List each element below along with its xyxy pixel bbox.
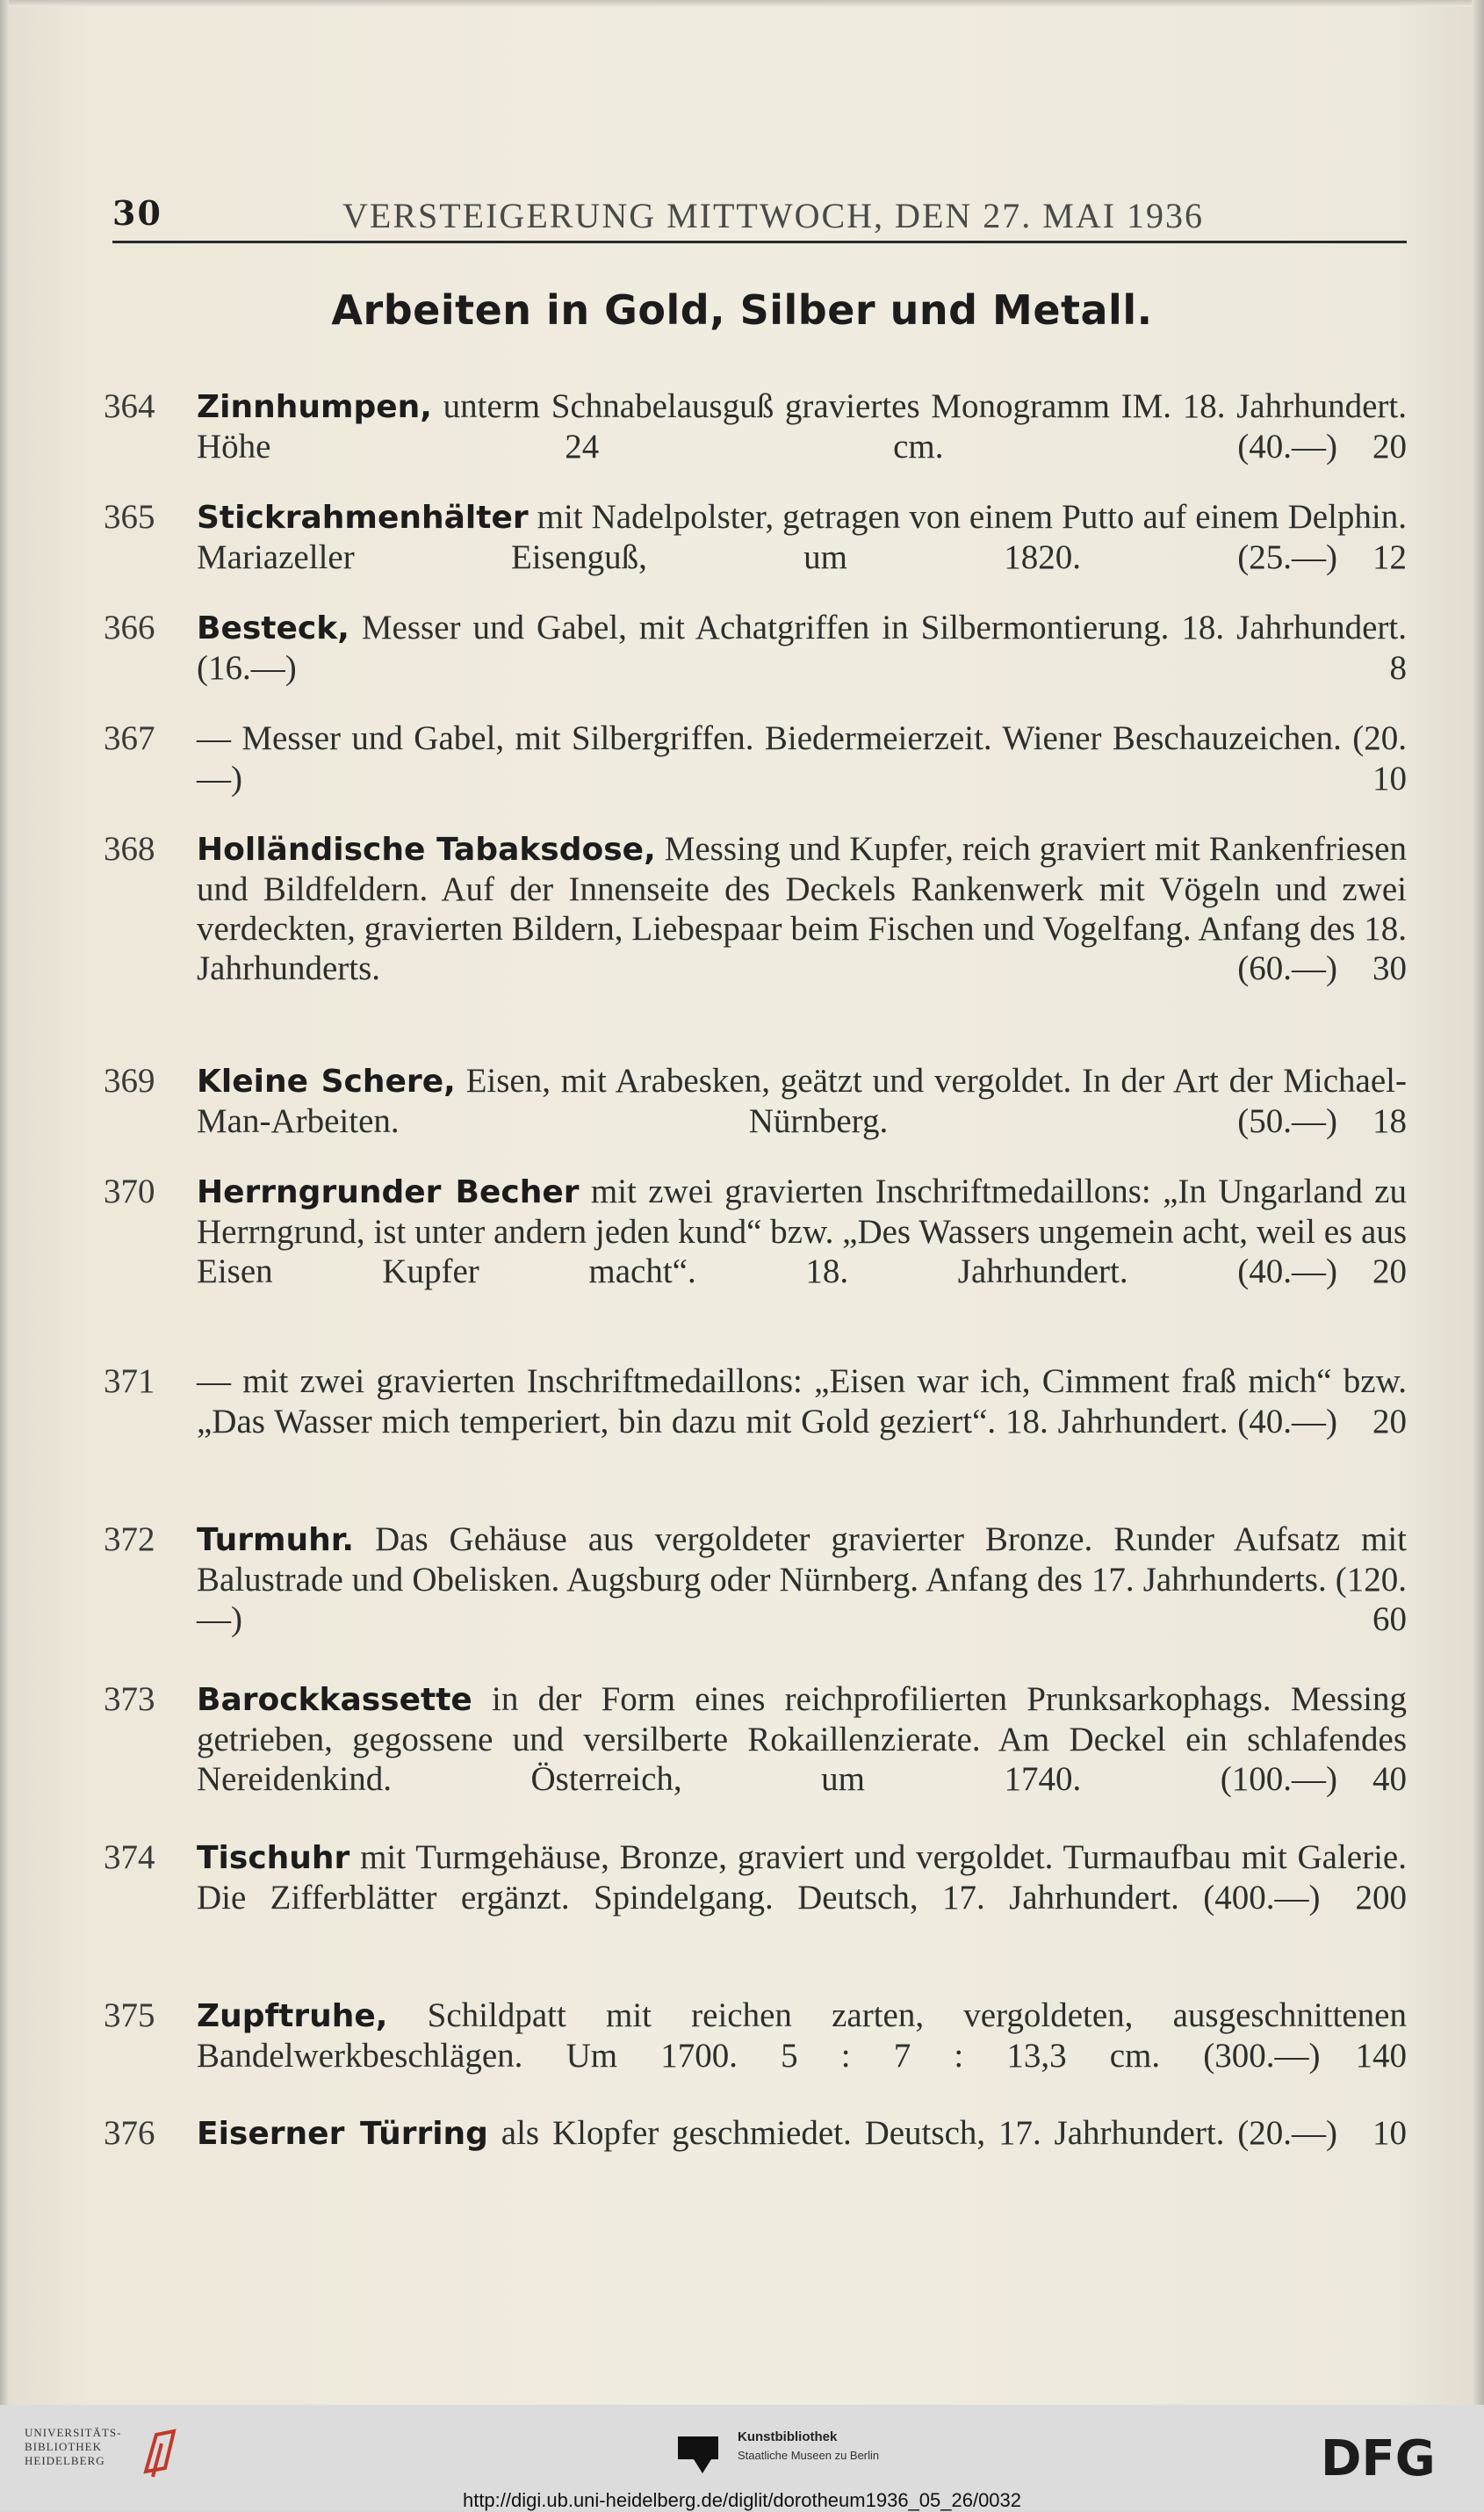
entry-description — [197, 1361, 1407, 1441]
entry-price: 12 — [1372, 538, 1407, 576]
entry-price: 20 — [1372, 428, 1407, 466]
entry-text: in der Form eines reichprofilierten Prunksarkophags. Messing getrieben, gegossene und versilberte Rokaillenzierate. Am Deckel ein schlafendes Nereidenkind. Österreich, um 1740. (100.—) — [197, 1680, 1407, 1798]
page-edge-right — [1472, 0, 1484, 2405]
lot-number: 376 — [104, 2114, 155, 2152]
entry-text: Messer und Gabel, mit Achatgriffen in Silbermontierung. 18. Jahrhundert. (16.—) — [197, 609, 1407, 687]
entry-title: Herrngrunder Becher — [197, 1174, 580, 1210]
entry-text: unterm Schnabelausguß graviertes Monogramm IM. 18. Jahrhundert. Höhe 24 cm. (40.—) — [197, 387, 1407, 466]
lot-number: 369 — [104, 1062, 155, 1100]
entry-price: 30 — [1372, 949, 1407, 987]
lot-number: 368 — [104, 830, 155, 868]
entry-description — [197, 497, 1407, 577]
entry-description — [197, 1061, 1407, 1141]
running-head: VERSTEIGERUNG MITTWOCH, DEN 27. MAI 1936 — [342, 196, 1205, 235]
entry-title: Zupftruhe, — [197, 1998, 388, 2034]
lot-number: 372 — [104, 1520, 155, 1558]
page-number: 30 — [112, 193, 162, 233]
dfg-logo-text: DFG — [1321, 2431, 1436, 2484]
lot-number: 366 — [104, 609, 155, 646]
entry-title: Tischuhr — [197, 1840, 350, 1876]
section-title: Arbeiten in Gold, Silber und Metall. — [331, 286, 1153, 334]
university-library-logo[interactable] — [25, 2426, 191, 2487]
entry-text: Das Gehäuse aus vergoldeter gravierter Bronze. Runder Aufsatz mit Balustrade und Obelisken. Augsburg oder Nürnberg. Anfang des 17. Jahrhunderts. (120.—) — [197, 1520, 1407, 1638]
entry-text: mit Turmgehäuse, Bronze, graviert und vergoldet. Turmaufbau mit Galerie. Die Zifferblätter ergänzt. Spindelgang. Deutsch, 17. Jahrhundert. (400.—) — [197, 1838, 1407, 1916]
lot-number: 373 — [104, 1680, 155, 1718]
university-logo-text: UNIVERSITÄTS- BIBLIOTHEK HEIDELBERG — [25, 2426, 122, 2467]
entry-price: 10 — [1372, 760, 1407, 798]
entry-description — [197, 1996, 1407, 2075]
entry-title: Turmuhr. — [197, 1522, 355, 1558]
entry-description — [197, 386, 1407, 466]
kunstbibliothek-emblem-icon — [676, 2429, 722, 2475]
entry-price: 10 — [1372, 2114, 1407, 2152]
entry-price: 60 — [1372, 1600, 1407, 1638]
entry-description — [197, 1172, 1407, 1291]
lot-number: 371 — [104, 1362, 155, 1400]
library-emblem-icon — [130, 2426, 191, 2487]
page-edge-top — [0, 0, 1484, 7]
entry-text: mit zwei gravierten Inschriftmedaillons: „In Ungarland zu Herrngrund, ist unter andern jeden kund“ bzw. „Des Wassers ungemein acht, weil es aus Eisen Kupfer macht“. 18. Jahrhundert. (40.—) — [197, 1173, 1407, 1290]
entry-description — [197, 829, 1407, 988]
entry-price: 40 — [1372, 1760, 1407, 1798]
entry-title: Holländische Tabaksdose, — [197, 832, 656, 868]
lot-number: 364 — [104, 387, 155, 425]
entry-title: Zinnhumpen, — [197, 389, 432, 425]
entry-price: 200 — [1355, 1879, 1407, 1916]
lot-number: 365 — [104, 498, 155, 536]
entry-title: Eiserner Türring — [197, 2116, 488, 2152]
entry-description — [197, 1679, 1407, 1799]
kunstbibliothek-name: Kunstbibliothek — [738, 2429, 838, 2444]
kunstbibliothek-subtitle: Staatliche Museen zu Berlin — [738, 2449, 880, 2462]
page-edge-left — [0, 0, 9, 2405]
entry-price: 20 — [1372, 1403, 1407, 1440]
entry-description — [197, 2113, 1407, 2154]
entry-text: mit Nadelpolster, getragen von einem Putto auf einem Delphin. Mariazeller Eisenguß, um 1820. (25.—) — [197, 498, 1407, 576]
entry-title: Kleine Schere, — [197, 1064, 456, 1100]
entry-price: 8 — [1389, 649, 1407, 687]
entry-title: Barockkassette — [197, 1682, 472, 1718]
kunstbibliothek-logo[interactable] — [676, 2429, 922, 2482]
entry-text: — mit zwei gravierten Inschriftmedaillons: „Eisen war ich, Cimment fraß mich“ bzw. „Das Wasser mich temperiert, bin dazu mit Gold geziert“. 18. Jahrhundert. (40.—) — [197, 1362, 1407, 1440]
digitization-footer — [0, 2405, 1484, 2510]
entry-price: 20 — [1372, 1252, 1407, 1290]
entry-text: als Klopfer geschmiedet. Deutsch, 17. Jahrhundert. (20.—) — [487, 2114, 1337, 2152]
lot-number: 370 — [104, 1173, 155, 1210]
entry-text: — Messer und Gabel, mit Silbergriffen. Biedermeierzeit. Wiener Beschauzeichen. (20.—) — [197, 719, 1407, 798]
entry-description — [197, 608, 1407, 688]
entry-title: Besteck, — [197, 610, 349, 646]
lot-number: 374 — [104, 1838, 155, 1876]
entry-text: Eisen, mit Arabesken, geätzt und vergoldet. In der Art der Michael-Man-Arbeiten. Nürnberg. (50.—) — [197, 1062, 1408, 1140]
entry-text: Messing und Kupfer, reich graviert mit Rankenfriesen und Bildfeldern. Auf der Innenseite des Deckels Rankenwerk mit Vögeln und zwei verdeckten, gravierten Bildern, Liebespaar beim Fischen und Vogelfang. Anfang des 18. Jahrhunderts. (60.—) — [197, 830, 1407, 987]
entry-text: Schildpatt mit reichen zarten, vergoldeten, ausgeschnittenen Bandelwerkbeschlägen. Um 1700. 5 : 7 : 13,3 cm. (300.—) — [197, 1996, 1407, 2075]
entry-description — [197, 1519, 1407, 1639]
entry-price: 18 — [1372, 1102, 1407, 1140]
entry-title: Stickrahmenhälter — [197, 500, 529, 536]
source-url[interactable]: http://digi.ub.uni-heidelberg.de/diglit/dorotheum1936_05_26/0032 — [462, 2489, 1022, 2511]
lot-number: 375 — [104, 1996, 155, 2034]
page-header — [112, 191, 1407, 243]
entry-price: 140 — [1355, 2037, 1407, 2075]
entry-description — [197, 718, 1407, 798]
entry-description — [197, 1837, 1407, 1917]
dfg-logo[interactable] — [1317, 2431, 1466, 2484]
lot-number: 367 — [104, 719, 155, 757]
